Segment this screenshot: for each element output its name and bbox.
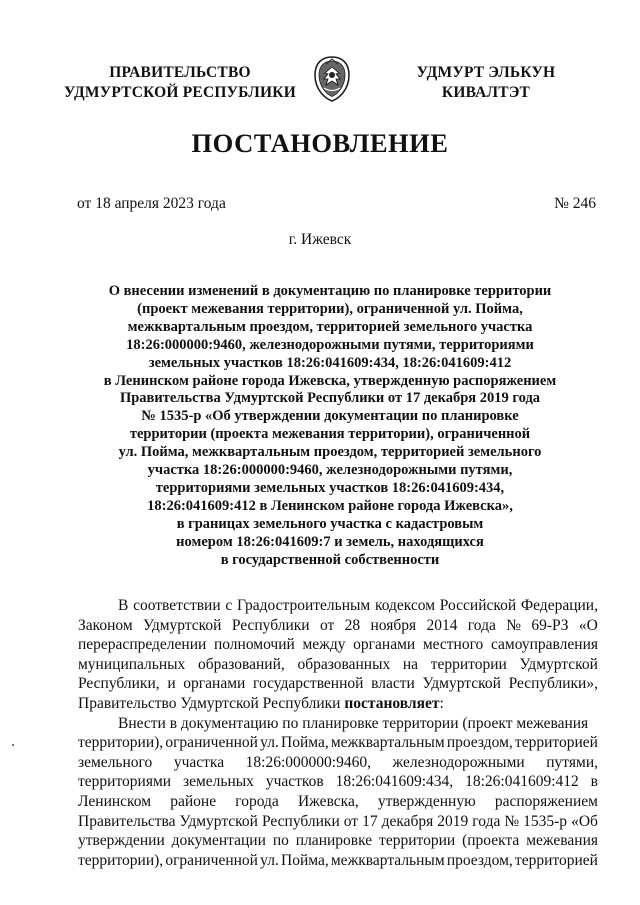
body-word: года: [467, 616, 496, 634]
decree-keyword: постановляет: [344, 694, 440, 712]
header-left: [62, 63, 298, 103]
body-word: «О: [578, 616, 598, 634]
document-title: [60, 283, 600, 570]
title-line: участка 18:26:000000:9460, железнодорожными путями,: [147, 462, 513, 479]
body-word: территориями: [78, 773, 172, 791]
document-type: ПОСТАНОВЛЕНИЕ: [191, 128, 449, 158]
body-word: Республики: [231, 616, 310, 634]
header-right-line-1: УДМУРТ ЭЛЬКУН: [416, 64, 556, 81]
body-word: территории),: [78, 851, 164, 869]
body-word: 18:26:041609:434,: [335, 773, 454, 791]
body-word: ул.: [260, 851, 279, 869]
body-word: Республики: [261, 812, 340, 830]
body-word: межевания: [526, 832, 598, 850]
body-word: Республики,: [78, 675, 160, 693]
body-word: с: [225, 597, 233, 614]
body-word: Республики»,: [508, 675, 598, 693]
body-word: Удмуртской: [422, 675, 501, 693]
body-word: Ленинском: [78, 792, 152, 810]
title-line: номером 18:26:041609:7 и земель, находящихся: [176, 533, 484, 550]
body-word: Правительства: [78, 812, 176, 830]
body-line: [78, 792, 598, 812]
body-line: Внести в документацию по планировке территории (проект межевания: [118, 714, 589, 732]
body-word: ограниченной: [165, 851, 258, 869]
body-word: кодексом: [374, 597, 436, 614]
body-word: «Об: [571, 812, 598, 830]
body-word: на: [402, 655, 419, 673]
body-word: проездом,: [446, 851, 513, 869]
body-word: города: [235, 792, 279, 810]
body-word: органами: [353, 636, 416, 654]
title-line: О внесении изменений в документацию по планировке территории: [108, 283, 552, 299]
title-line: (проект межевания территории), ограниченной ул. Пойма,: [137, 300, 523, 317]
body-word: 18:26:041609:412: [465, 773, 579, 791]
body-word: планировке: [295, 832, 373, 850]
title-line: Правительства Удмуртской Республики от 17 декабря 2019 года: [119, 390, 541, 407]
body-word: Пойма,: [281, 851, 329, 869]
body-word: Удмуртской: [143, 616, 222, 634]
body-word: ул.: [260, 734, 279, 752]
body-word: проездом,: [446, 734, 513, 752]
body-word: В: [118, 597, 129, 614]
body-line: [78, 674, 598, 694]
body-word: местного: [422, 636, 484, 654]
body-line: [78, 655, 598, 675]
body-word: ноября: [370, 616, 417, 634]
body-word: декабря: [381, 812, 434, 830]
body-word: Удмуртской: [519, 655, 598, 673]
body-word: и: [167, 675, 176, 693]
body-word: районе: [170, 792, 217, 810]
body-word: 1535-р: [523, 812, 568, 830]
body-word: №: [506, 616, 521, 634]
body-word: от: [343, 812, 359, 830]
document-date: от 18 апреля 2023 года: [77, 195, 226, 212]
body-word: участка: [173, 753, 225, 771]
body-word: 28: [344, 616, 361, 634]
document-city: г. Ижевск: [288, 231, 352, 248]
body-word: утвержденную: [377, 792, 476, 810]
body-word: органами: [183, 675, 246, 693]
body-word: территорией: [514, 851, 598, 869]
body-word: территорией: [514, 734, 598, 752]
body-word: муниципальных: [78, 655, 186, 673]
header-right: [386, 63, 586, 103]
title-line: № 1535-р «Об утверждении документации по планировке: [141, 408, 519, 425]
body-word: 2019: [437, 812, 469, 830]
document-body: [78, 596, 598, 870]
body-word: межквартальным: [330, 851, 445, 869]
body-word: образований,: [197, 655, 285, 673]
body-text: Правительство Удмуртской Республики: [78, 694, 345, 712]
header-left-line-2: УДМУРТСКОЙ РЕСПУБЛИКИ: [64, 84, 296, 101]
body-word: соответствии: [133, 597, 221, 614]
body-word: между: [302, 636, 346, 654]
body-line: [78, 596, 598, 616]
title-line: территориями земельных участков 18:26:041609:434,: [155, 479, 505, 496]
title-line: 18:26:041609:412 в Ленинском районе города Ижевска»,: [147, 497, 513, 514]
body-word: путями,: [546, 753, 598, 771]
header-left-line-1: ПРАВИТЕЛЬСТВО: [109, 64, 251, 81]
title-line: в Ленинском районе города Ижевска, утвержденную распоряжением: [103, 372, 557, 389]
title-line: 18:26:000000:9460, железнодорожными путями, территориями: [126, 336, 534, 353]
body-line: [78, 635, 598, 655]
title-line: ул. Пойма, межквартальным проездом, территорией земельного: [118, 444, 542, 461]
body-word: Законом: [78, 616, 133, 634]
title-line: территории (проекта межевания территории), ограниченной: [129, 426, 531, 443]
body-word: №: [504, 812, 520, 830]
body-word: 2014: [426, 616, 458, 634]
title-line: в границах земельного участка с кадастровым: [176, 515, 484, 532]
body-word: Российской: [439, 597, 517, 614]
body-word: по: [272, 832, 289, 850]
body-line: [78, 772, 598, 792]
body-word: Градостроительным: [236, 597, 371, 614]
body-word: межквартальным: [330, 734, 445, 752]
body-word: 17: [362, 812, 378, 830]
coat-of-arms-icon: [312, 55, 352, 103]
margin-mark: [12, 744, 14, 746]
body-line: [78, 831, 598, 851]
body-word: территории: [379, 832, 456, 850]
body-line: [78, 812, 598, 832]
body-word: власти: [371, 675, 415, 693]
body-word: образованных: [297, 655, 391, 673]
body-word: железнодорожными: [392, 753, 525, 771]
body-word: от: [319, 616, 335, 634]
body-word: 69-РЗ: [531, 616, 569, 634]
body-word: полномочий: [213, 636, 295, 654]
body-word: Пойма,: [281, 734, 329, 752]
body-word: распоряжением: [494, 792, 598, 810]
body-word: земельного: [78, 753, 153, 771]
body-line-last: [78, 694, 598, 714]
body-word: в: [590, 773, 598, 791]
body-word: территории),: [78, 734, 164, 752]
body-line: [78, 851, 598, 871]
title-line: межквартальным проездом, территорией земельного участка: [127, 318, 533, 335]
title-line: в государственной собственности: [220, 551, 440, 568]
body-line: [78, 616, 598, 636]
body-word: перераспределении: [78, 636, 207, 654]
body-word: года: [472, 812, 501, 830]
body-word: территории: [430, 655, 507, 673]
body-line: [78, 753, 598, 773]
body-text: :: [439, 694, 444, 712]
body-word: (проекта: [462, 832, 520, 850]
body-word: государственной: [252, 675, 364, 693]
body-word: утверждении: [78, 832, 165, 850]
body-word: земельных: [182, 773, 254, 791]
body-word: самоуправления: [490, 636, 598, 654]
body-word: Федерации,: [520, 597, 598, 614]
body-word: участков: [265, 773, 324, 791]
body-line: [78, 733, 598, 753]
body-word: Ижевска,: [297, 792, 359, 810]
header-right-line-2: КИВАЛТЭТ: [441, 84, 531, 101]
body-word: 18:26:000000:9460,: [245, 753, 371, 771]
document-number: № 246: [554, 195, 596, 212]
body-word: ограниченной: [165, 734, 258, 752]
title-line: земельных участков 18:26:041609:434, 18:26:041609:412: [148, 354, 512, 371]
body-word: Удмуртской: [179, 812, 258, 830]
body-word: документации: [171, 832, 266, 850]
